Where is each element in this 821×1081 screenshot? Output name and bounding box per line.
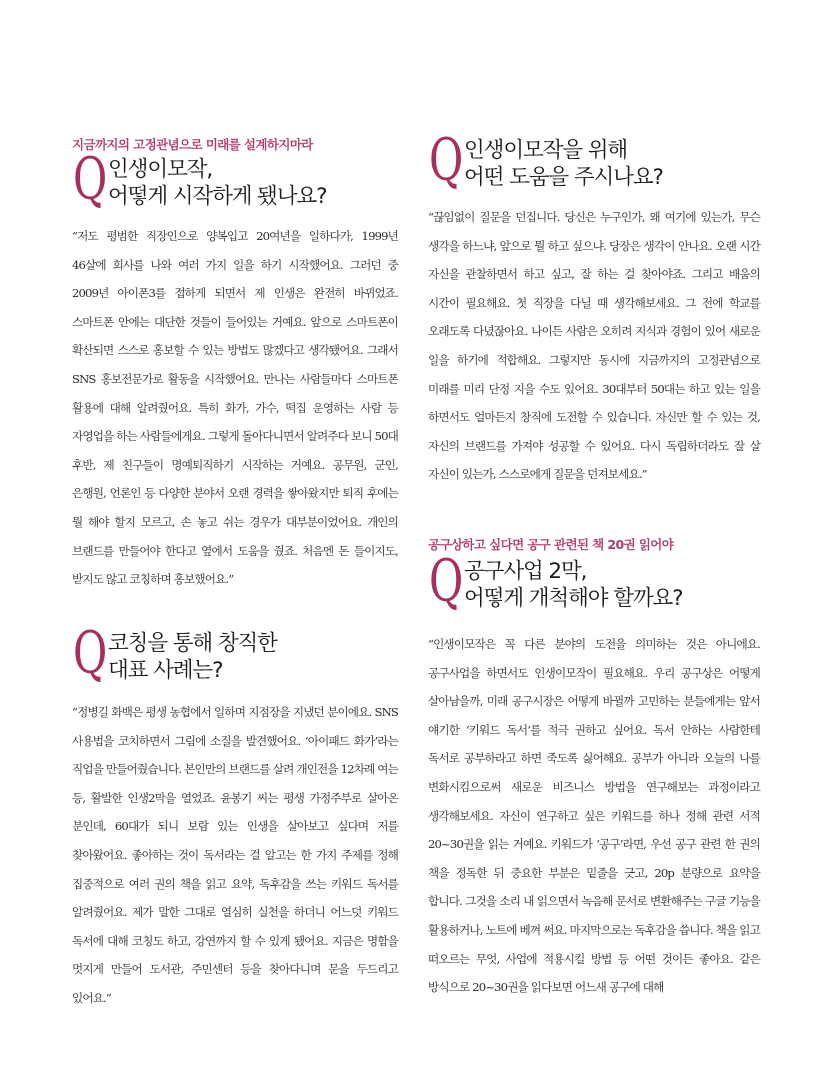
answer-paragraph: “끊임없이 질문을 던집니다. 당신은 누구인가, 왜 여기에 있는가, 무슨 생각을 하느냐, 앞으로 뭘 하고 싶으냐. 당장은 생각이 안나요. 오랜 시간 자신을 관찰하면서 하고 싶고, 잘 하는 걸 찾아야죠. 그리고 배움의 시간이 필요해요. 첫 직장을 다닐 때 생각해보세요. 그 전에 학교를 오래도록 다녔잖아요. 나이든 사람은 오히려 지식과 경험이 있어 새로운 일을 하기에 적합해요. 그렇지만 동시에 지금까지의 고정관념으로 미래를 미리 단정 지을 수도 있어요. 30대부터 50대는 하고 있는 일을 하면서도 얼마든지 창직에 도전할 수 있습니다. 자신만 할 수 있는 것, 자신의 브랜드를 가져야 성공할 수 있어요. 다시 독립하더라도 잘 살 자신이 있는가, 스스로에게 질문을 던져보세요.”: [428, 210, 760, 482]
question-title: [464, 558, 682, 612]
answer-paragraph: “저도 평범한 직장인으로 양복입고 20여년을 일하다가, 1999년 46살에 회사를 나와 여러 가지 일을 하기 시작했어요. 그러던 중 2009년 아이폰3를 접하게 되면서 제 인생은 완전히 바뀌었죠. 스마트폰 안에는 대단한 것들이 들어있는 거예요. 앞으로 스마트폰이 확산되면 스스로 홍보할 수 있는 방법도 많겠다고 생각됐어요. 그래서 SNS 홍보전문가로 활동을 시작했어요. 만나는 사람들마다 스마트폰 활용에 대해 알려줬어요. 특히 화가, 가수, 떡집 운영하는 사람 등 자영업을 하는 사람들에게요. 그렇게 돌아다니면서 알려주다 보니 50대 후반, 제 친구들이 명예퇴직하기 시작하는 거예요. 공무원, 군인, 은행원, 언론인 등 다양한 분야서 오랜 경력을 쌓아왔지만 퇴직 후에는 뭘 해야 할지 모르고, 손 놓고 쉬는 경우가 대부분이었어요. 개인의 브랜드를 만들어야 한다고 옆에서 도움을 줬죠. 처음엔 돈 들이지도, 받지도 않고 코칭하며 홍보했어요.”: [72, 229, 398, 587]
question-title-line: 대표 사례는?: [108, 658, 223, 683]
question-title-line: 어떻게 개척해야 할까요?: [464, 586, 683, 611]
question-title-line: 어떻게 시작하게 됐나요?: [108, 184, 327, 209]
question-title-line: 코칭을 통해 창직한: [108, 631, 277, 656]
question-title-line: 어떤 도움을 주시나요?: [464, 165, 663, 190]
question-title: [108, 630, 277, 684]
section-kicker: 지금까지의 고정관념으로 미래를 설계하지마라: [72, 137, 313, 152]
q-mark: Q: [429, 547, 464, 615]
q-mark: Q: [429, 126, 464, 194]
q-mark: Q: [73, 145, 108, 213]
question-title-line: 인생이모작을 위해: [464, 138, 628, 163]
question-title-line: 인생이모작,: [108, 157, 213, 182]
question-heading: [428, 547, 760, 617]
answer-paragraph: “인생이모작은 꼭 다른 분야의 도전을 의미하는 것은 아니에요. 공구사업을 하면서도 인생이모작이 필요해요. 우리 공구상은 어떻게 살아남을까, 미래 공구시장은 어떻게 바뀔까 고민하는 분들에게는 앞서 얘기한 ‘키워드 독서’를 적극 권하고 싶어요. 독서 안하는 사람한테 독서로 공부하라고 하면 죽도록 싫어해요. 공부가 아니라 오늘의 나를 변화시킴으로써 새로운 비즈니스 방법을 연구해보는 과정이라고 생각해보세요. 자신이 연구하고 싶은 키워드를 하나 정해 관련 서적 20~30권을 읽는 거예요. 키워드가 ‘공구’라면, 우선 공구 관련 한 권의 책을 정독한 뒤 중요한 부분은 밑줄을 긋고, 20p 분량으로 요약을 합니다. 그것을 소리 내 읽으면서 녹음해 문서로 변환해주는 구글 기능을 활용하거나, 노트에 베껴 써요. 마지막으로는 독후감을 씁니다. 책을 읽고 떠오르는 무엇, 사업에 적용시킬 방법 등 어떤 것이든 좋아요. 같은 방식으로 20~30권을 읽다보면 어느새 공구에 대해: [428, 637, 760, 995]
question-heading: [72, 145, 398, 215]
question-heading: [72, 619, 398, 689]
answer-paragraph: “정병길 화백은 평생 농협에서 일하며 지점장을 지냈던 분이에요. SNS 사용법을 코치하면서 그림에 소질을 발견했어요. ‘아이패드 화가’라는 직업을 만들어줬습니다. 본인만의 브랜드를 살려 개인전을 12차례 여는 등, 활발한 인생2막을 열었죠. 윤봉기 씨는 평생 가정주부로 살아온 분인데, 60대가 되니 보람 있는 인생을 살아보고 싶다며 저를 찾아왔어요. 좋아하는 것이 독서라는 걸 알고는 한 가지 주제를 정해 집중적으로 여러 권의 책을 읽고 요약, 독후감을 쓰는 키워드 독서를 알려줬어요. 제가 말한 그대로 열심히 실천을 하더니 어느덧 키워드 독서에 대해 코칭도 하고, 강연까지 할 수 있게 됐어요. 지금은 명함을 멋지게 만들어 도서관, 주민센터 등을 찾아다니며 문을 두드리고 있어요.”: [72, 705, 398, 1005]
question-heading: [428, 126, 760, 196]
q-mark: Q: [73, 619, 108, 687]
question-title: [464, 137, 663, 191]
question-title: [108, 156, 326, 210]
section-kicker: 공구상하고 싶다면 공구 관련된 책 20권 읽어야: [428, 537, 674, 552]
question-title-line: 공구사업 2막,: [464, 559, 587, 584]
